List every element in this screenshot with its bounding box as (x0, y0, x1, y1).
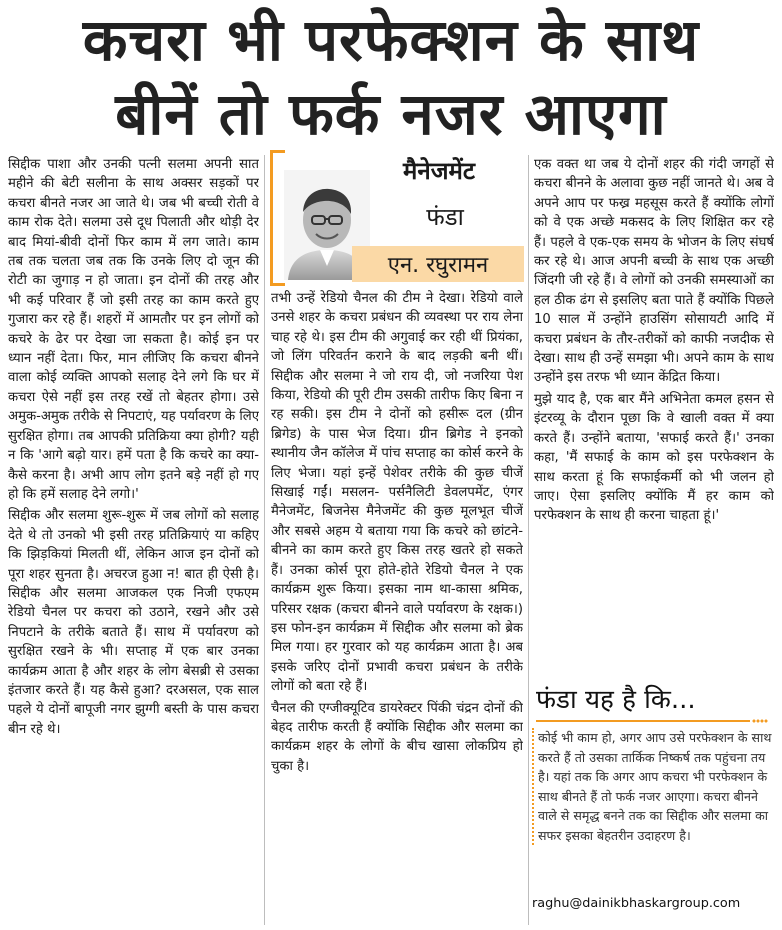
headline-line-2: बीनें तो फर्क नजर आएगा (115, 80, 667, 148)
column-name-subtitle: फंडा (426, 203, 464, 231)
paragraph: तभी उन्हें रेडियो चैनल की टीम ने देखा। रेडियो वाले उनसे शहर के कचरा प्रबंधन की व्यवस्था पर राय लेना चाह रहे थे। इस टीम की अगुवाई कर रही थीं प्रियंका, जो लिंग परिवर्तन कराने के बाद लड़की बनी थीं। सिद्दीक और सलमा ने जो राय दी, जो नजरिया पेश किया, रेडियो की पूरी टीम उसकी तारीफ किए बिना न रह सकी। इस टीम ने दोनों को हसीरू दल (ग्रीन ब्रिगेड) के पास भेज दिया। ग्रीन ब्रिगेड ने इनको स्थानीय जैन कॉलेज में पांच सप्ताह का कोर्स करने के लिए भेजा। यहां इन्हें पेशेवर तरीके की कुछ चीजें सिखाई गईं। मसलन- पर्सनैलिटी डेवलपमेंट, एंगर मैनेजमेंट, बिजनेस मैनेजमेंट की कुछ मूलभूत चीजें और सबसे अहम ये बताया गया कि कचरे को छांटने-बीनने का काम करते हुए किस तरह खतरे हो सकते हैं। उनका कोर्स पूरा होते-होते रेडियो चैनल ने एक कार्यक्रम शुरू किया। इसका नाम था-कासा श्रमिक, परिसर रक्षक (कचरा बीनने वाले पर्यावरण के रक्षक।) इस फोन-इन कार्यक्रम में सिद्दीक और सलमा को ब्रेक मिल गया। हर गुरवार को यह कार्यक्रम आता है। अब इसके जरिए दोनों प्रभावी कचरा प्रबंधन के तरीके लोगों को बता रहे हैं। (271, 291, 523, 695)
column-header-box (270, 150, 524, 286)
tip-dots-decoration (752, 719, 768, 723)
author-email[interactable]: raghu@dainikbhaskargroup.com (532, 896, 741, 911)
paragraph: सिद्दीक पाशा और उनकी पत्नी सलमा अपनी सात महीने की बेटी सलीना के साथ अक्सर सड़कों पर कचरा बीनते नजर आ जाते थे। जब भी बच्ची रोती वे काम रोक देते। सलमा उसे दूध पिलाती और थोड़ी देर बाद मियां-बीवी दोनों फिर काम में लग जाते। काम तब तक चलता जब तक कि उनके लिए दो जून की रोटी का जुगाड़ न हो जाता। इन दोनों की तरह और भी कई परिवार हैं जो इसी तरह का काम करते हुए गुजारा कर रहे हैं। शहरों में आमतौर पर इन लोगों को कचरे के ढेर पर देखा जा सकता है। कोई इन पर ध्यान नहीं देता। फिर, मान लीजिए कि कचरा बीनने वाला कोई व्यक्ति आपको सलाह देने लगे कि घर में कचरा ऐसे नहीं इस तरह रखें तो बेहतर होगा। उसे अमुक-अमुक तरीके से निपटाएं, यह पर्यावरण के लिए सुरक्षित होगा। तब आपकी प्रतिक्रिया क्या होगी? यही न कि 'आगे बढ़ो यार। हमें पता है कि कचरे का क्या-कैसे करना है। अभी आप लोग इतने बड़े नहीं हो गए हो कि हमें सलाह देने लगो।' (8, 157, 259, 502)
paragraph: चैनल की एग्जीक्यूटिव डायरेक्टर पिंकी चंद्रन दोनों की बेहद तारीफ करती हैं क्योंकि सिद्दीक और सलमा का कार्यक्रम शहर के लोगों के बीच खासा लोकप्रिय हो चुका है। (271, 700, 523, 774)
paragraph: मुझे याद है, एक बार मैंने अभिनेता कमल हसन से इंटरव्यू के दौरान पूछा कि वे खाली वक्त में क्या करते हैं। उन्होंने बताया, 'सफाई करते हैं।' उनका कहा, 'मैं सफाई के काम को इस परफेक्शन के साथ करता हूं कि सफाईकर्मी को भी जलन हो जाए। ऐसा इसलिए क्योंकि मैं हर काम को परफेक्शन के साथ ही करना चाहता हूं।' (534, 391, 774, 524)
article-column-2 (271, 289, 523, 927)
column-divider (264, 155, 265, 925)
column-divider (528, 155, 529, 925)
article-column-3 (534, 155, 774, 635)
author-name: एन. रघुरामन (387, 253, 489, 278)
author-bar (352, 246, 524, 282)
tip-underline (536, 720, 750, 722)
orange-bracket-decoration (270, 150, 285, 286)
paragraph: सिद्दीक और सलमा शुरू-शुरू में जब लोगों को सलाह देते थे तो उनको भी इसी तरह प्रतिक्रियाएं या कहिए कि झिड़कियां मिलती थीं, लेकिन आज इन दोनों को पूरा शहर सुनता है। अचरज हुआ न! बात ही ऐसी है। सिद्दीक और सलमा आजकल एक निजी एफएम रेडियो चैनल पर कचरा को उठाने, रखने और उसे निपटाने के तरीके बताते हैं। साथ में पर्यावरण को सुरक्षित रखने के भी। सप्ताह में एक बार उनका कार्यक्रम आता है और शहर के लोग बेसब्री से उसका इंतजार करते हैं। यह कैसे हुआ? दरअसल, एक साल पहले ये दोनों बापूजी नगर झुग्गी बस्ती के पास कचरा बीन रहे थे। (8, 508, 259, 737)
funda-tip-box (532, 670, 777, 925)
column-name: मैनेजमेंट (403, 157, 475, 185)
article-column-1 (8, 155, 259, 927)
headline-line-1: कचरा भी परफेक्शन के साथ (82, 6, 700, 74)
tip-title: फंडा यह है कि... (536, 685, 696, 715)
tip-body: कोई भी काम हो, अगर आप उसे परफेक्शन के साथ करते हैं तो उसका तार्किक निष्कर्ष तक पहुंचना तय है। यहां तक कि अगर आप कचरा भी परफेक्शन के साथ बीनते हैं तो फर्क नजर आएगा। कचरा बीनने वाले से समृद्ध बनने तक का सिद्दीक और सलमा का सफर इसका बेहतरीन उदाहरण है। (532, 728, 774, 845)
paragraph: एक वक्त था जब ये दोनों शहर की गंदी जगहों से कचरा बीनने के अलावा कुछ नहीं जानते थे। अब वे अपने आप पर फख्र महसूस करते हैं क्योंकि लोगों को वे एक अच्छे मकसद के लिए शिक्षित कर रहे हैं। पहले वे एक-एक समय के भोजन के लिए संघर्ष कर रहे थे। आज अपनी बच्ची के साथ एक अच्छी जिंदगी जी रहे हैं। वे लोगों को उनकी समस्याओं का हल ठीक ढंग से इसलिए बता पाते हैं क्योंकि पिछले 10 साल में उन्होंने हाउसिंग सोसायटी आदि में कचरा प्रबंधन के तौर-तरीकों को काफी नजदीक से देखा। साथ ही उन्हें समझा भी। अपने काम के साथ उन्होंने इस तरफ भी ध्यान केंद्रित किया। (534, 157, 774, 386)
